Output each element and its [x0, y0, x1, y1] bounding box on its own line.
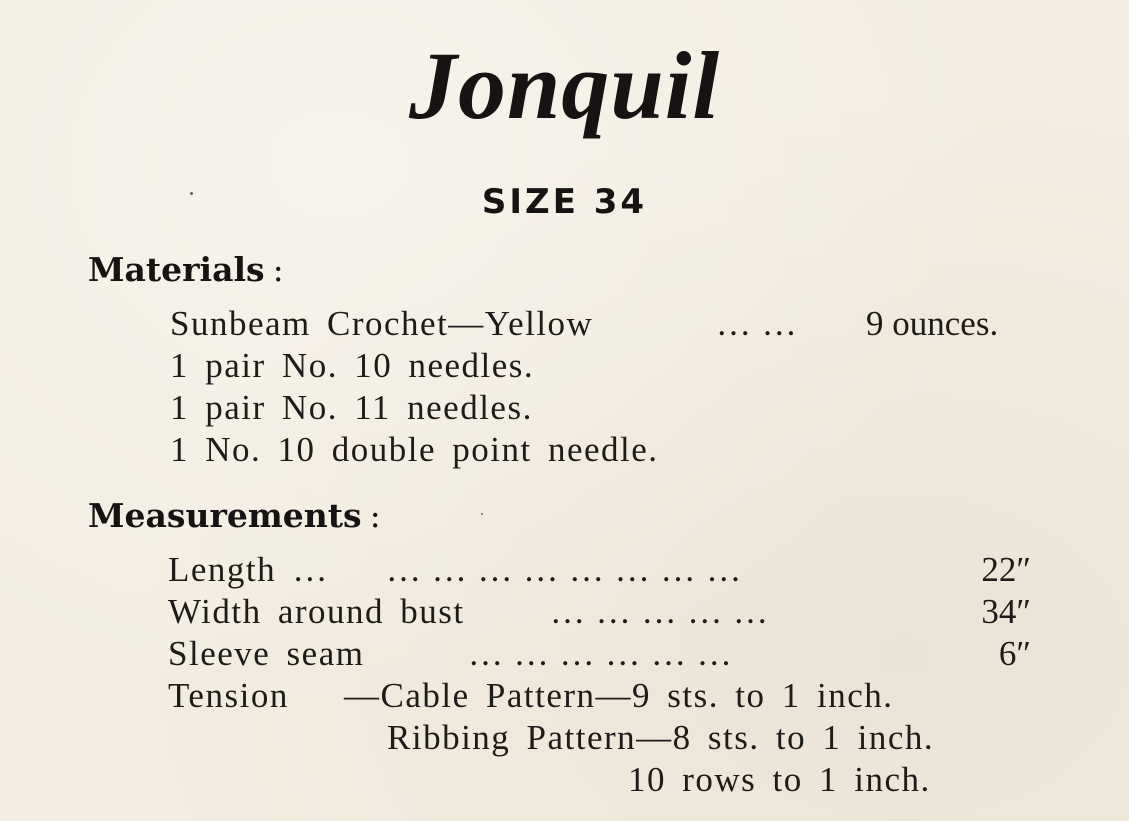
materials-heading: [88, 250, 284, 289]
paper-speck: [481, 513, 483, 515]
materials-heading-colon: :: [272, 250, 284, 289]
material-item-needles-11: 1 pair No. 11 needles.: [170, 388, 533, 427]
measurements-heading-colon: :: [369, 496, 381, 535]
tension-rows: 10 rows to 1 inch.: [628, 760, 931, 799]
measurement-row-length-dots: … … … … … … … …: [386, 550, 743, 589]
measurements-heading-text: Measurements: [88, 496, 362, 535]
measurement-row-bust: Width around bust: [168, 592, 465, 631]
tension-label: Tension: [168, 676, 289, 715]
measurement-row-sleeve-dots: … … … … … …: [468, 634, 733, 673]
tension-cable-pattern: —Cable Pattern—9 sts. to 1 inch.: [344, 676, 894, 715]
pattern-title: Jonquil: [408, 32, 721, 139]
material-item-double-point-needle: 1 No. 10 double point needle.: [170, 430, 659, 469]
measurement-row-length-value: 22″: [981, 550, 1031, 589]
materials-heading-text: Materials: [88, 250, 265, 289]
material-item-yarn-dots: … …: [716, 304, 798, 343]
measurement-row-sleeve: Sleeve seam: [168, 634, 365, 673]
paper-speck: [190, 192, 193, 195]
measurements-heading: [88, 496, 381, 535]
material-item-needles-10: 1 pair No. 10 needles.: [170, 346, 535, 385]
tension-ribbing-pattern: Ribbing Pattern—8 sts. to 1 inch.: [387, 718, 935, 757]
measurement-row-sleeve-value: 6″: [998, 634, 1031, 673]
material-item-yarn: Sunbeam Crochet—Yellow: [170, 304, 594, 343]
material-item-yarn-quantity: 9 ounces.: [866, 304, 999, 343]
size-label: SIZE 34: [481, 182, 648, 222]
measurement-row-bust-value: 34″: [981, 592, 1031, 631]
measurement-row-bust-dots: … … … … …: [550, 592, 769, 631]
measurement-row-length: Length …: [168, 550, 329, 589]
